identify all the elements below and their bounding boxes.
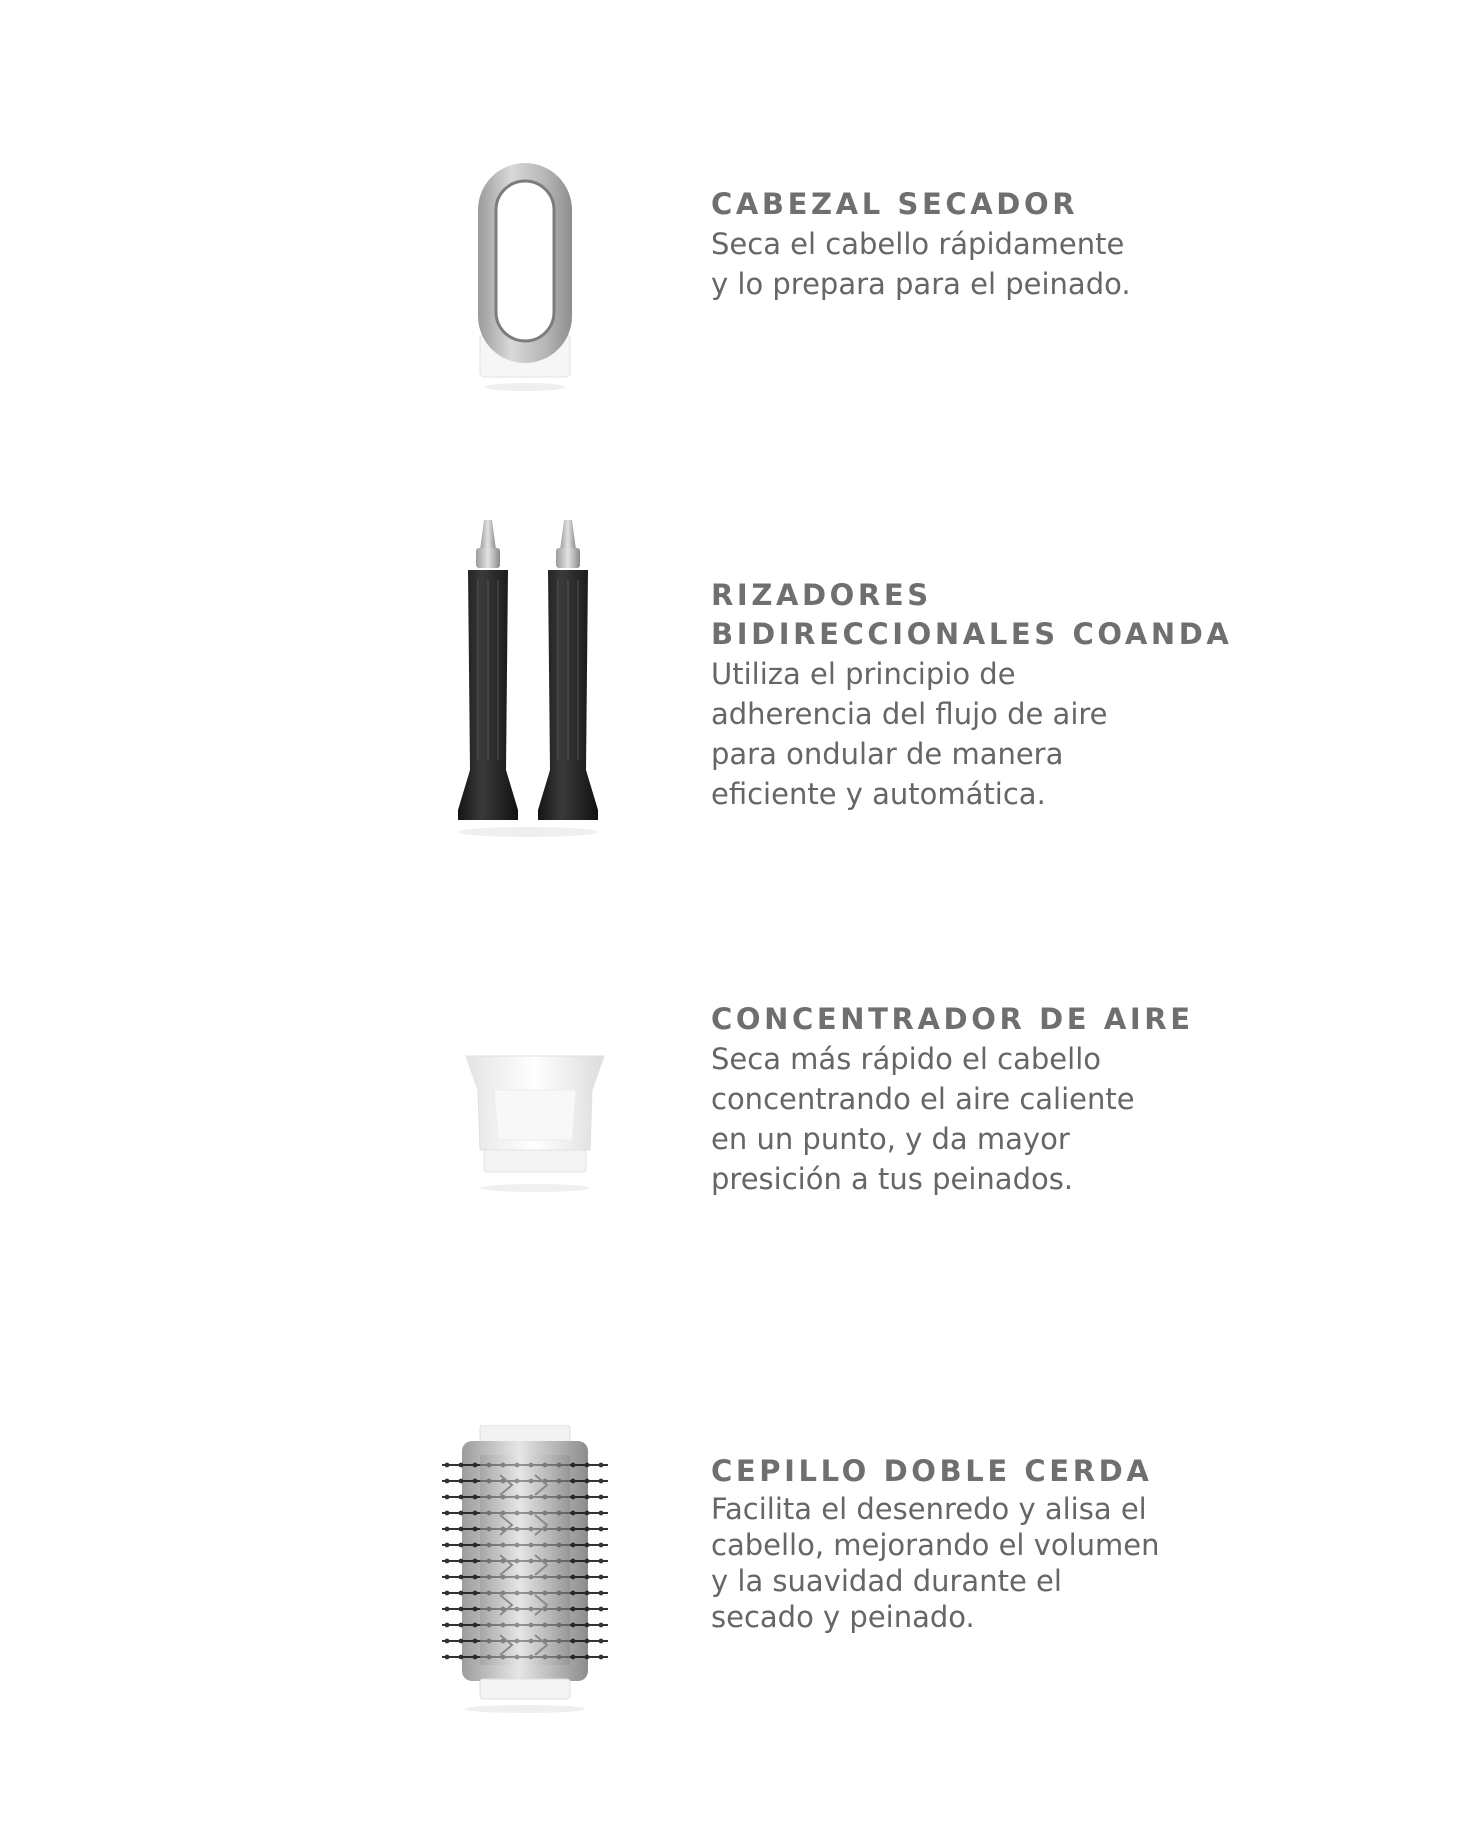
air-concentrator-icon [460, 1050, 610, 1200]
feature-title: CONCENTRADOR DE AIRE [711, 1002, 1194, 1036]
feature-description: Seca más rápido el cabello concentrando el aire caliente en un punto, y da mayor presición a tus peinados. [711, 1042, 1135, 1196]
curler-barrels-icon [448, 520, 608, 840]
round-brush-icon [440, 1425, 610, 1715]
dryer-head-icon [470, 155, 580, 395]
feature-title: CEPILLO DOBLE CERDA [711, 1454, 1153, 1488]
feature-description: Facilita el desenredo y alisa el cabello, mejorando el volumen y la suavidad durante el secado y peinado. [711, 1492, 1160, 1634]
feature-title: CABEZAL SECADOR [711, 187, 1079, 221]
feature-description: Seca el cabello rápidamente y lo prepara para el peinado. [711, 227, 1131, 301]
feature-description: Utiliza el principio de adherencia del flujo de aire para ondular de manera eficiente y automática. [711, 657, 1108, 811]
feature-title: RIZADORES BIDIRECCIONALES COANDA [711, 578, 1233, 651]
